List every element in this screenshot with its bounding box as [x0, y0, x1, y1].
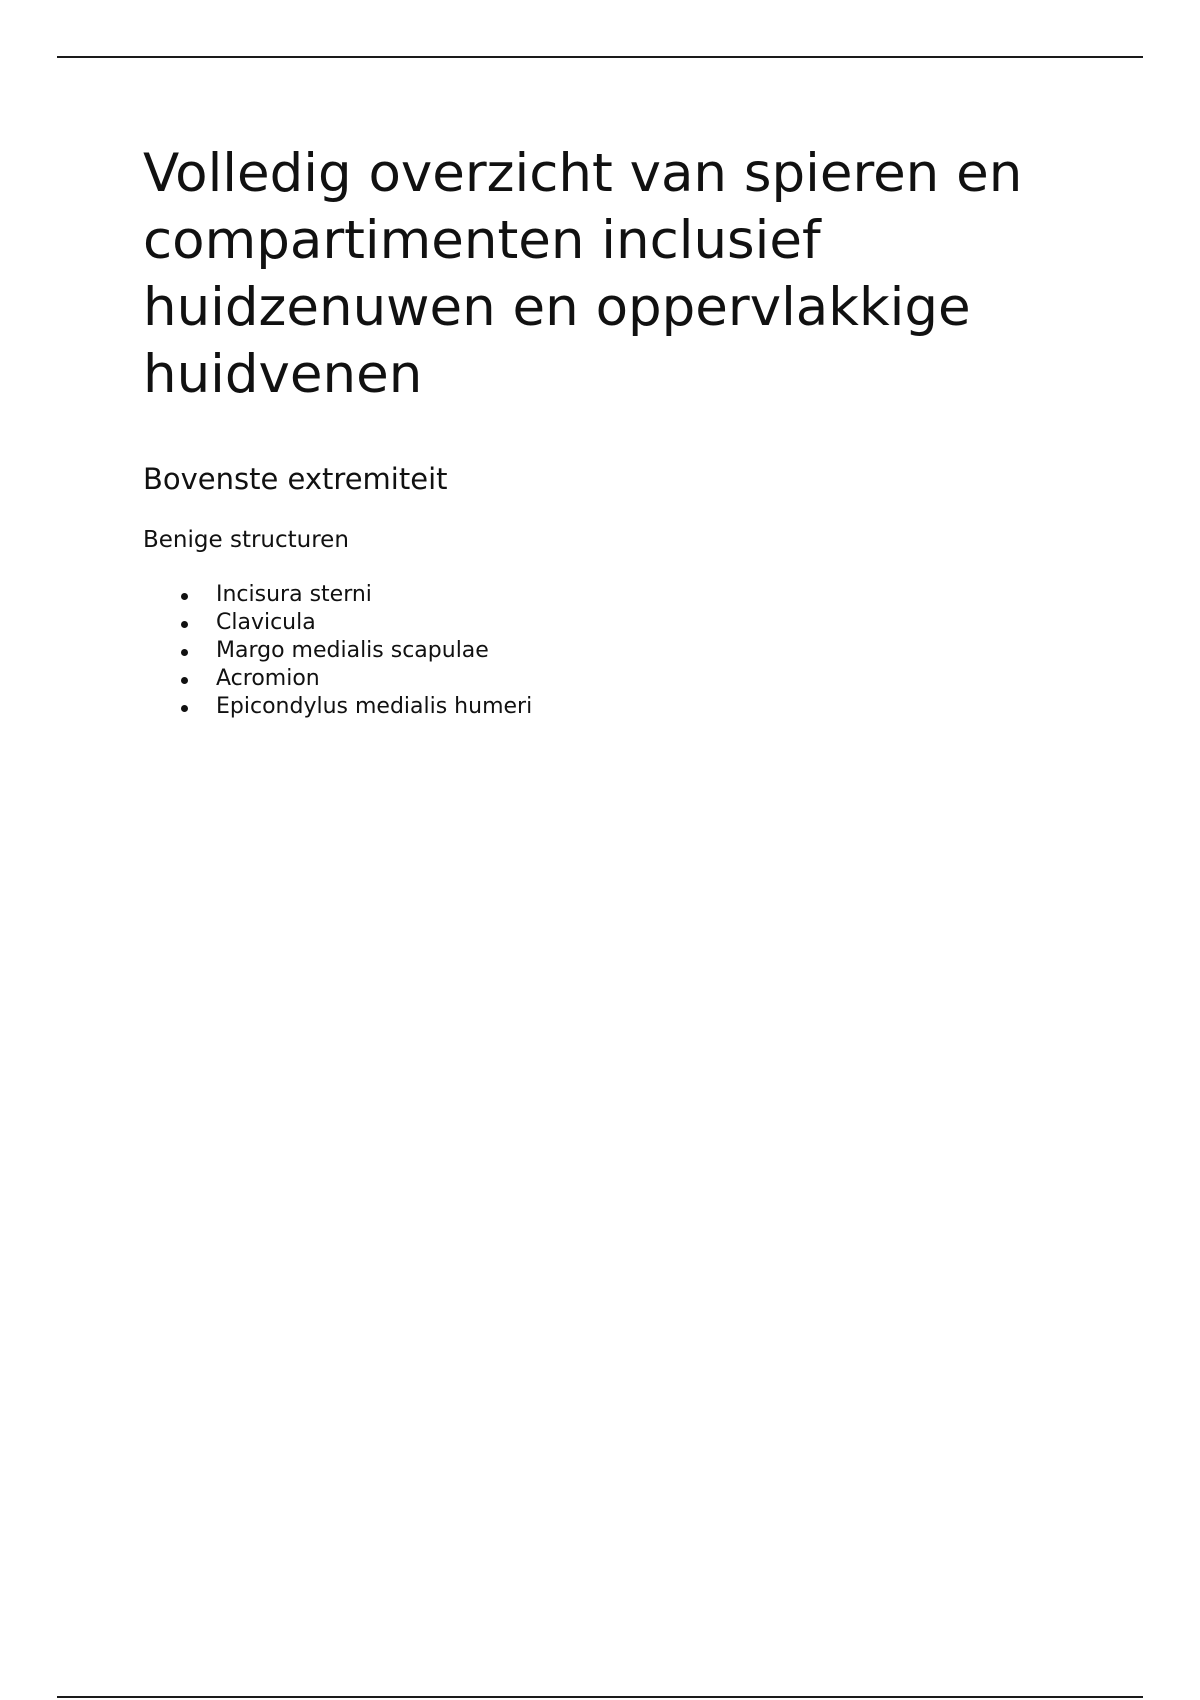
- document-body: [143, 140, 1103, 721]
- section-heading: Bovenste extremiteit: [143, 462, 448, 496]
- top-divider: [57, 56, 1143, 58]
- bullet-icon: [181, 677, 188, 684]
- subsection-heading: Benige structuren: [143, 527, 349, 553]
- list-item: [216, 637, 1103, 665]
- bullet-icon: [181, 621, 188, 628]
- list-item-label: Clavicula: [216, 610, 316, 635]
- list-item: [216, 665, 1103, 693]
- list-item-label: Margo medialis scapulae: [216, 638, 489, 663]
- bullet-icon: [181, 649, 188, 656]
- bony-structures-list: [143, 581, 1103, 721]
- list-item: [216, 693, 1103, 721]
- document-title: Volledig overzicht van spieren en compartimenten inclusief huidzenuwen en oppervlakkige huidvenen: [143, 143, 1023, 405]
- list-item-label: Acromion: [216, 666, 320, 691]
- bullet-icon: [181, 705, 188, 712]
- bottom-divider: [57, 1696, 1143, 1698]
- bullet-icon: [181, 593, 188, 600]
- list-item-label: Epicondylus medialis humeri: [216, 694, 533, 719]
- list-item: [216, 581, 1103, 609]
- list-item-label: Incisura sterni: [216, 582, 372, 607]
- list-item: [216, 609, 1103, 637]
